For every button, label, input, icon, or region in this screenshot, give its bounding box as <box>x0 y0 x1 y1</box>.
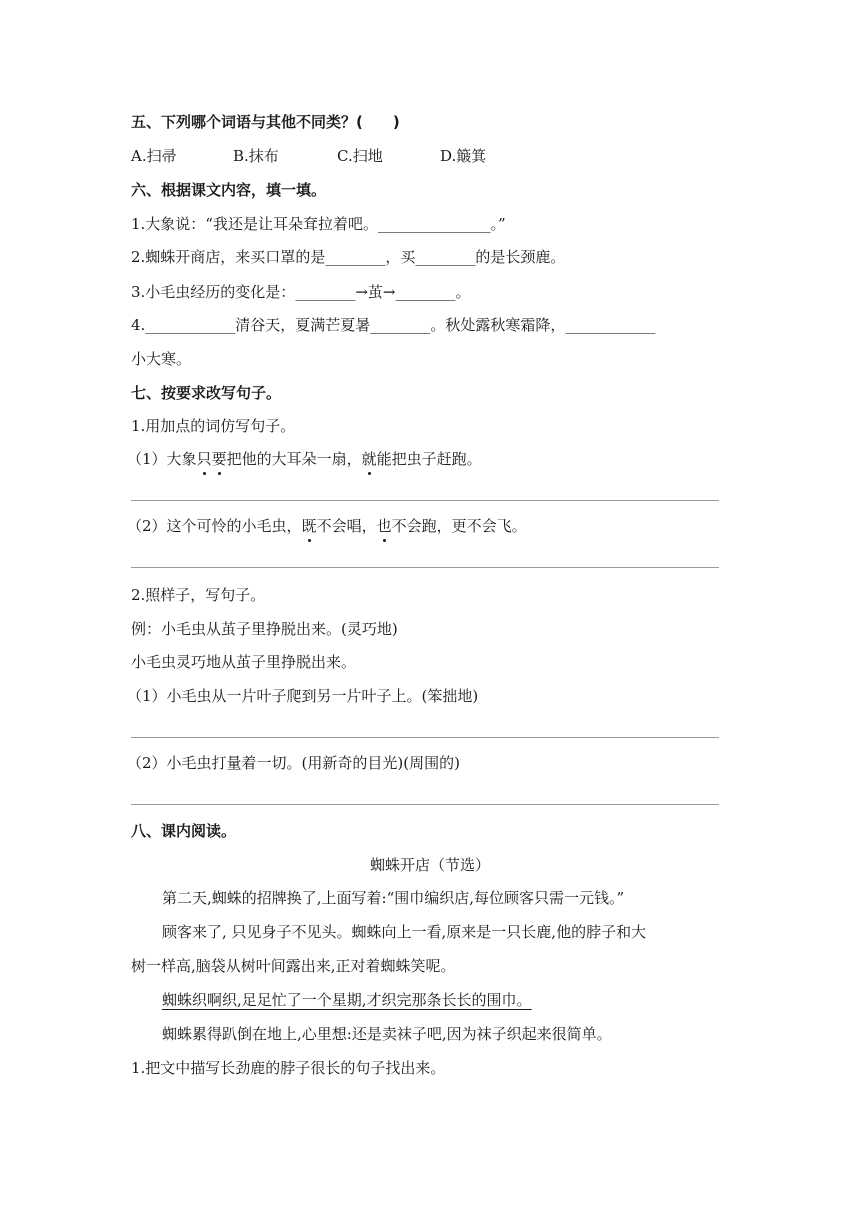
dotted-word: 也 <box>376 517 392 535</box>
choice-options <box>131 146 486 166</box>
section-5-heading: 五、下列哪个词语与其他不同类？( ) <box>131 113 400 131</box>
dotted-word: 只 <box>196 450 212 468</box>
reading-question-1: 1.把文中描写长劲鹿的脖子很长的句子找出来。 <box>131 1059 446 1077</box>
answer-line[interactable] <box>131 500 719 501</box>
example-answer: 小毛虫灵巧地从茧子里挣脱出来。 <box>131 653 357 671</box>
section-7-heading: 七、按要求改写句子。 <box>131 384 282 402</box>
fill-question-2: 2.蜘蛛开商店，来买口罩的是________，买________的是长颈鹿。 <box>131 248 566 266</box>
section-6-heading: 六、根据课文内容，填一填。 <box>131 181 327 199</box>
dotted-word: 就 <box>361 450 377 468</box>
passage-paragraph-1: 第二天,蜘蛛的招牌换了,上面写着:“围巾编织店,每位顾客只需一元钱。” <box>162 889 625 907</box>
fill-question-3: 3.小毛虫经历的变化是：________→茧→________。 <box>131 283 471 301</box>
passage-paragraph-4: 蜘蛛累得趴倒在地上,心里想:还是卖袜子吧,因为袜子织起来很简单。 <box>162 1025 612 1043</box>
sentence-2: （2）这个可怜的小毛虫，既不会唱，也不会跑，更不会飞。 <box>127 517 527 535</box>
option-a: A.扫帚 <box>131 147 177 165</box>
passage-title: 蜘蛛开店（节选） <box>369 856 490 874</box>
passage-paragraph-2-line-1: 顾客来了, 只见身子不见头。蜘蛛向上一看,原来是一只长鹿,他的脖子和大 <box>162 923 647 941</box>
sentence-1: （1）大象只要把他的大耳朵一扇，就能把虫子赶跑。 <box>127 450 482 468</box>
answer-line[interactable] <box>131 804 719 805</box>
example-sentence: 例：小毛虫从茧子里挣脱出来。(灵巧地) <box>131 620 398 638</box>
dotted-word: 既 <box>301 517 317 535</box>
answer-line[interactable] <box>131 737 719 738</box>
sentence-4: （2）小毛虫打量着一切。(用新奇的目光)(周围的) <box>127 754 460 772</box>
fill-question-1: 1.大象说：“我还是让耳朵耷拉着吧。_______________。” <box>131 215 506 233</box>
passage-paragraph-3-underlined: 蜘蛛织啊织,足足忙了一个星期,才织完那条长长的围巾。 <box>162 991 532 1009</box>
rewrite-part-2-title: 2.照样子，写句子。 <box>131 586 266 604</box>
option-b: B.抹布 <box>233 147 279 165</box>
rewrite-part-1-title: 1.用加点的词仿写句子。 <box>131 417 296 435</box>
sentence-3: （1）小毛虫从一片叶子爬到另一片叶子上。(笨拙地) <box>127 687 479 705</box>
dotted-word: 要 <box>211 450 227 468</box>
option-c: C.扫地 <box>337 147 383 165</box>
passage-paragraph-2-line-2: 树一样高,脑袋从树叶间露出来,正对着蜘蛛笑呢。 <box>131 957 456 975</box>
answer-line[interactable] <box>131 567 719 568</box>
option-d: D.簸箕 <box>440 147 487 165</box>
fill-question-4-line-2: 小大寒。 <box>131 350 192 368</box>
fill-question-4-line-1: 4.____________清谷天，夏满芒夏暑________。秋处露秋寒霜降，____________ <box>131 316 656 334</box>
section-8-heading: 八、课内阅读。 <box>131 822 237 840</box>
